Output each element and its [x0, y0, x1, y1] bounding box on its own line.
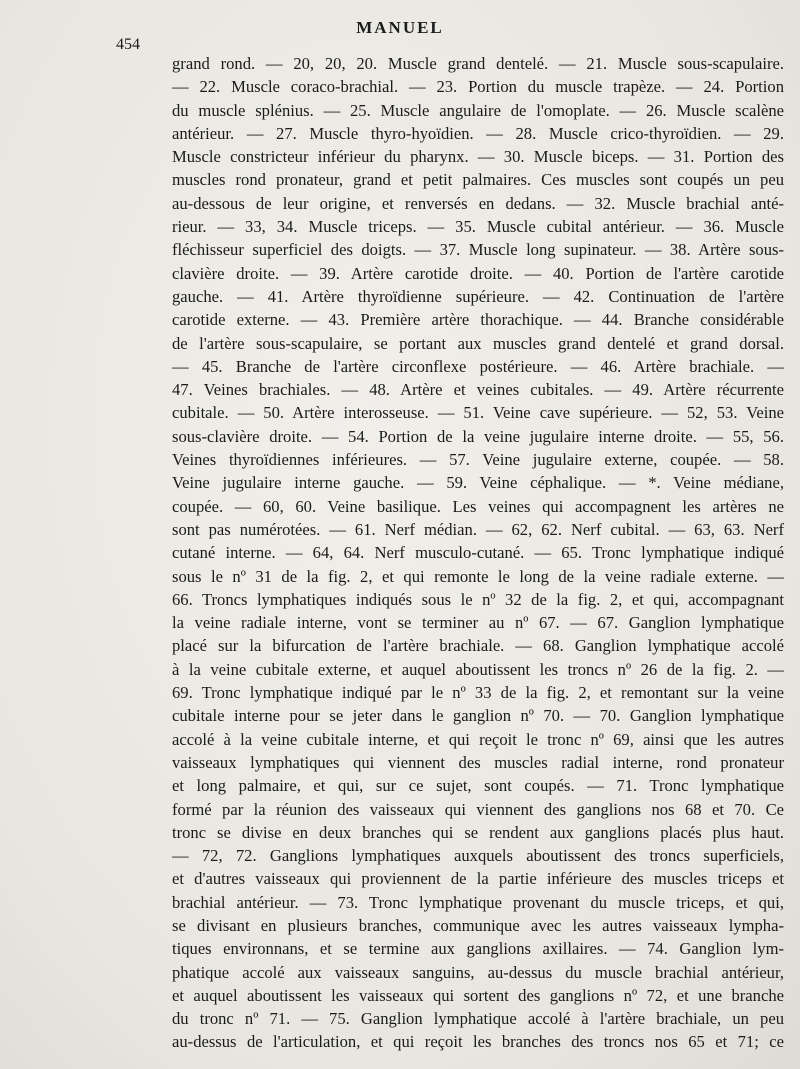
- text-line: du muscle splénius. — 25. Muscle angulaire de l'omoplate. — 26. Muscle scalène: [172, 100, 784, 120]
- page-number: 454: [116, 36, 140, 53]
- text-line: coupée. — 60, 60. Veine basilique. Les veines qui accompagnent les artères ne: [172, 496, 784, 516]
- text-line: fléchisseur superficiel des doigts. — 37. Muscle long supinateur. — 38. Artère sous-: [172, 240, 784, 260]
- text-line: — 22. Muscle coraco-brachial. — 23. Portion du muscle trapèze. — 24. Portion: [172, 77, 784, 97]
- page-body-text: [172, 52, 784, 1054]
- text-line: placé sur la bifurcation de l'artère brachiale. — 68. Ganglion lymphatique accolé: [172, 636, 784, 656]
- text-line: et auquel aboutissent les vaisseaux qui sortent des ganglions nº 72, et une branche: [172, 985, 784, 1005]
- text-line: tronc se divise en deux branches qui se rendent aux ganglions placés plus haut.: [172, 822, 784, 842]
- text-line: carotide externe. — 43. Première artère thorachique. — 44. Branche considérable: [172, 310, 784, 330]
- text-line: et d'autres vaisseaux qui proviennent de la partie inférieure des muscles triceps et: [172, 869, 784, 889]
- text-line: Muscle constricteur inférieur du pharynx. — 30. Muscle biceps. — 31. Portion des: [172, 147, 784, 167]
- text-line: à la veine cubitale externe, et auquel aboutissent les troncs nº 26 de la fig. 2. —: [172, 659, 784, 679]
- text-line: gauche. — 41. Artère thyroïdienne supérieure. — 42. Continuation de l'artère: [172, 286, 784, 306]
- text-line: se divisant en plusieurs branches, communique avec les autres vaisseaux lympha-: [172, 915, 784, 935]
- text-line: Veine jugulaire interne gauche. — 59. Veine céphalique. — *. Veine médiane,: [172, 473, 784, 493]
- text-line: au-dessous de leur origine, et renversés en dedans. — 32. Muscle brachial anté-: [172, 193, 784, 213]
- text-line: du tronc nº 71. — 75. Ganglion lymphatique accolé à l'artère brachiale, un peu: [172, 1009, 784, 1029]
- text-line: sont pas numérotées. — 61. Nerf médian. — 62, 62. Nerf cubital. — 63, 63. Nerf: [172, 519, 784, 539]
- text-line: clavière droite. — 39. Artère carotide droite. — 40. Portion de l'artère carotide: [172, 263, 784, 283]
- text-line: — 45. Branche de l'artère circonflexe postérieure. — 46. Artère brachiale. —: [172, 356, 784, 376]
- text-line: antérieur. — 27. Muscle thyro-hyoïdien. — 28. Muscle crico-thyroïdien. — 29.: [172, 123, 784, 143]
- text-line: de l'artère sous-scapulaire, se portant aux muscles grand dentelé et grand dorsal.: [172, 333, 784, 353]
- text-line: phatique accolé aux vaisseaux sanguins, au-dessus du muscle brachial antérieur,: [172, 962, 784, 982]
- text-line: rieur. — 33, 34. Muscle triceps. — 35. Muscle cubital antérieur. — 36. Muscle: [172, 217, 784, 237]
- text-line: cubitale. — 50. Artère interosseuse. — 51. Veine cave supérieure. — 52, 53. Veine: [172, 403, 784, 423]
- text-line: muscles rond pronateur, grand et petit palmaires. Ces muscles sont coupés un peu: [172, 170, 784, 190]
- text-line: formé par la réunion des vaisseaux qui viennent des ganglions nos 68 et 70. Ce: [172, 799, 784, 819]
- text-line: accolé à la veine cubitale interne, et qui reçoit le tronc nº 69, ainsi que les autres: [172, 729, 784, 749]
- text-line: sous le nº 31 de la fig. 2, et qui remonte le long de la veine radiale externe. —: [172, 566, 784, 586]
- text-line: au-dessus de l'articulation, et qui reçoit les branches des troncs nos 65 et 71; ce: [172, 1032, 784, 1052]
- text-line: sous-clavière droite. — 54. Portion de la veine jugulaire interne droite. — 55, 56.: [172, 426, 784, 446]
- text-line: 47. Veines brachiales. — 48. Artère et veines cubitales. — 49. Artère récurrente: [172, 380, 784, 400]
- running-title: MANUEL: [356, 18, 444, 37]
- text-line: grand rond. — 20, 20, 20. Muscle grand dentelé. — 21. Muscle sous-scapulaire.: [172, 54, 784, 73]
- text-line: — 72, 72. Ganglions lymphatiques auxquels aboutissent des troncs superficiels,: [172, 846, 784, 866]
- text-line: la veine radiale interne, vont se terminer au nº 67. — 67. Ganglion lymphatique: [172, 613, 784, 633]
- text-line: brachial antérieur. — 73. Tronc lymphatique provenant du muscle triceps, et qui,: [172, 892, 784, 912]
- text-line: cutané interne. — 64, 64. Nerf musculo-cutané. — 65. Tronc lymphatique indiqué: [172, 543, 784, 563]
- text-line: et long palmaire, et qui, sur ce sujet, sont coupés. — 71. Tronc lymphatique: [172, 776, 784, 796]
- text-line: vaisseaux lymphatiques qui viennent des muscles radial interne, rond pronateur: [172, 752, 784, 772]
- text-line: tiques environnans, et se termine aux ganglions axillaires. — 74. Ganglion lym-: [172, 939, 784, 959]
- text-line: 69. Tronc lymphatique indiqué par le nº 33 de la fig. 2, et remontant sur la veine: [172, 683, 784, 703]
- text-line: Veines thyroïdiennes inférieures. — 57. Veine jugulaire externe, coupée. — 58.: [172, 450, 784, 470]
- text-line: cubitale interne pour se jeter dans le ganglion nº 70. — 70. Ganglion lymphatique: [172, 706, 784, 726]
- text-line: 66. Troncs lymphatiques indiqués sous le nº 32 de la fig. 2, et qui, accompagnant: [172, 589, 784, 609]
